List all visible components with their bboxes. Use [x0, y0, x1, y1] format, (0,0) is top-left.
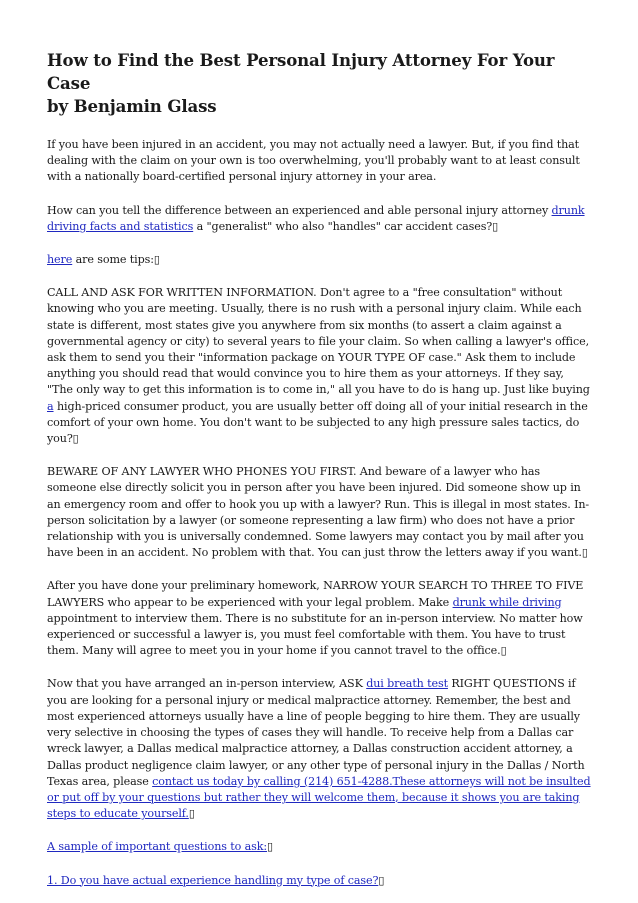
paragraph-text: appointment to interview them. There is no substitute for an in-person interview. No matter how experienced or successful a lawyer is, you must feel comfortable with them. You have to trust them. Many will agree to meet you in your home if you cannot travel to the office. — [47, 611, 583, 658]
paragraph-text: RIGHT QUESTIONS if you are looking for a personal injury or medical malpractice attorney. Remember, the best and most experienced attorneys usually have a line of people begging to hire them. They are usually very selective in choosing the types of cases they will handle. To receive help from a Dallas car wreck lawyer, a Dallas medical malpractice attorney, a Dallas construction accident attorney, a Dallas product negligence claim lawyer, or any other type of personal injury in the Dallas / North Texas area, please — [47, 677, 585, 788]
link-a[interactable]: a — [47, 399, 54, 413]
document-title — [47, 49, 592, 118]
paragraph-beware — [47, 464, 592, 561]
paragraph-text: After you have done your preliminary homework, NARROW YOUR SEARCH TO THREE TO FIVE LAWYERS who appear to be experienced with your legal problem. Make — [47, 579, 584, 609]
paragraph-text: CALL AND ASK FOR WRITTEN INFORMATION. Don't agree to a "free consultation" without knowing who you are meeting. Usually, there is no rush with a personal injury claim. While each state is different, most states give you anywhere from six months (to assert a claim against a governmental agency or city) to several years to file your claim. So when calling a lawyer's office, ask them to send you their "information package on YOUR TYPE OF case." Ask them to include anything you should read that would convince you to hire them as your attorneys. If they say, "The only way to get this information is to come in," all you have to do is hang up. Just like buying — [47, 286, 590, 397]
link-drunk-driving-facts[interactable]: drunk driving facts and statistics — [47, 203, 585, 233]
paragraph-text: Now that you have arranged an in-person interview, ASK — [47, 677, 367, 691]
box-glyph: ▯ — [72, 432, 79, 446]
paragraph-text: a "generalist" who also "handles" car accident cases? — [193, 219, 493, 233]
paragraph-text: BEWARE OF ANY LAWYER WHO PHONES YOU FIRST. And beware of a lawyer who has someone else directly solicit you in person after you have been injured. Did someone show up in an emergency room and offer to hook you up with a lawyer? Run. This is illegal in most states. In-person solicitation by a lawyer (or someone representing a law firm) who does not have a prior relationship with you is universally condemned. Some lawyers may contact you by mail after you have been in an accident. No problem with that. You can just throw the letters away if you want. — [47, 465, 590, 560]
paragraph-call-and-ask — [47, 285, 592, 447]
link-drunk-while-driving[interactable]: drunk while driving — [452, 595, 562, 609]
box-glyph: ▯ — [492, 219, 499, 233]
box-glyph: ▯ — [153, 253, 160, 267]
box-glyph: ▯ — [500, 644, 507, 658]
box-glyph: ▯ — [378, 873, 385, 887]
link-dui-breath-test[interactable]: dui breath test — [366, 677, 448, 691]
box-glyph: ▯ — [581, 546, 588, 560]
paragraph-tips — [47, 252, 592, 268]
paragraph-text: are some tips: — [72, 253, 154, 267]
link-question-1[interactable]: 1. Do you have actual experience handling my type of case? — [47, 873, 379, 887]
paragraph-difference — [47, 203, 592, 235]
title-line-2: by Benjamin Glass — [47, 96, 217, 116]
link-contact-us[interactable]: contact us today by calling (214) 651-4288.These attorneys will not be insulted or put off by your questions but rather they will welcome them, because it shows you are taking steps to educate yourself. — [47, 774, 591, 821]
paragraph-question-1 — [47, 873, 592, 889]
paragraph-sample-questions — [47, 839, 592, 855]
box-glyph: ▯ — [188, 807, 195, 821]
paragraph-text: high-priced consumer product, you are usually better off doing all of your initial research in the comfort of your own home. You don't want to be subjected to any high pressure sales tactics, do you? — [47, 399, 588, 446]
paragraph-intro: If you have been injured in an accident, you may not actually need a lawyer. But, if you find that dealing with the claim on your own is too overwhelming, you'll probably want to at least consult with a nationally board-certified personal injury attorney in your area. — [47, 138, 580, 184]
paragraph-narrow-search — [47, 578, 592, 659]
title-line-1: How to Find the Best Personal Injury Attorney For Your Case — [47, 50, 555, 93]
paragraph-text: How can you tell the difference between an experienced and able personal injury attorney — [47, 203, 552, 217]
box-glyph: ▯ — [267, 840, 273, 854]
link-here[interactable]: here — [47, 253, 73, 267]
link-sample-questions[interactable]: A sample of important questions to ask: — [47, 840, 268, 854]
paragraph-interview — [47, 676, 592, 822]
